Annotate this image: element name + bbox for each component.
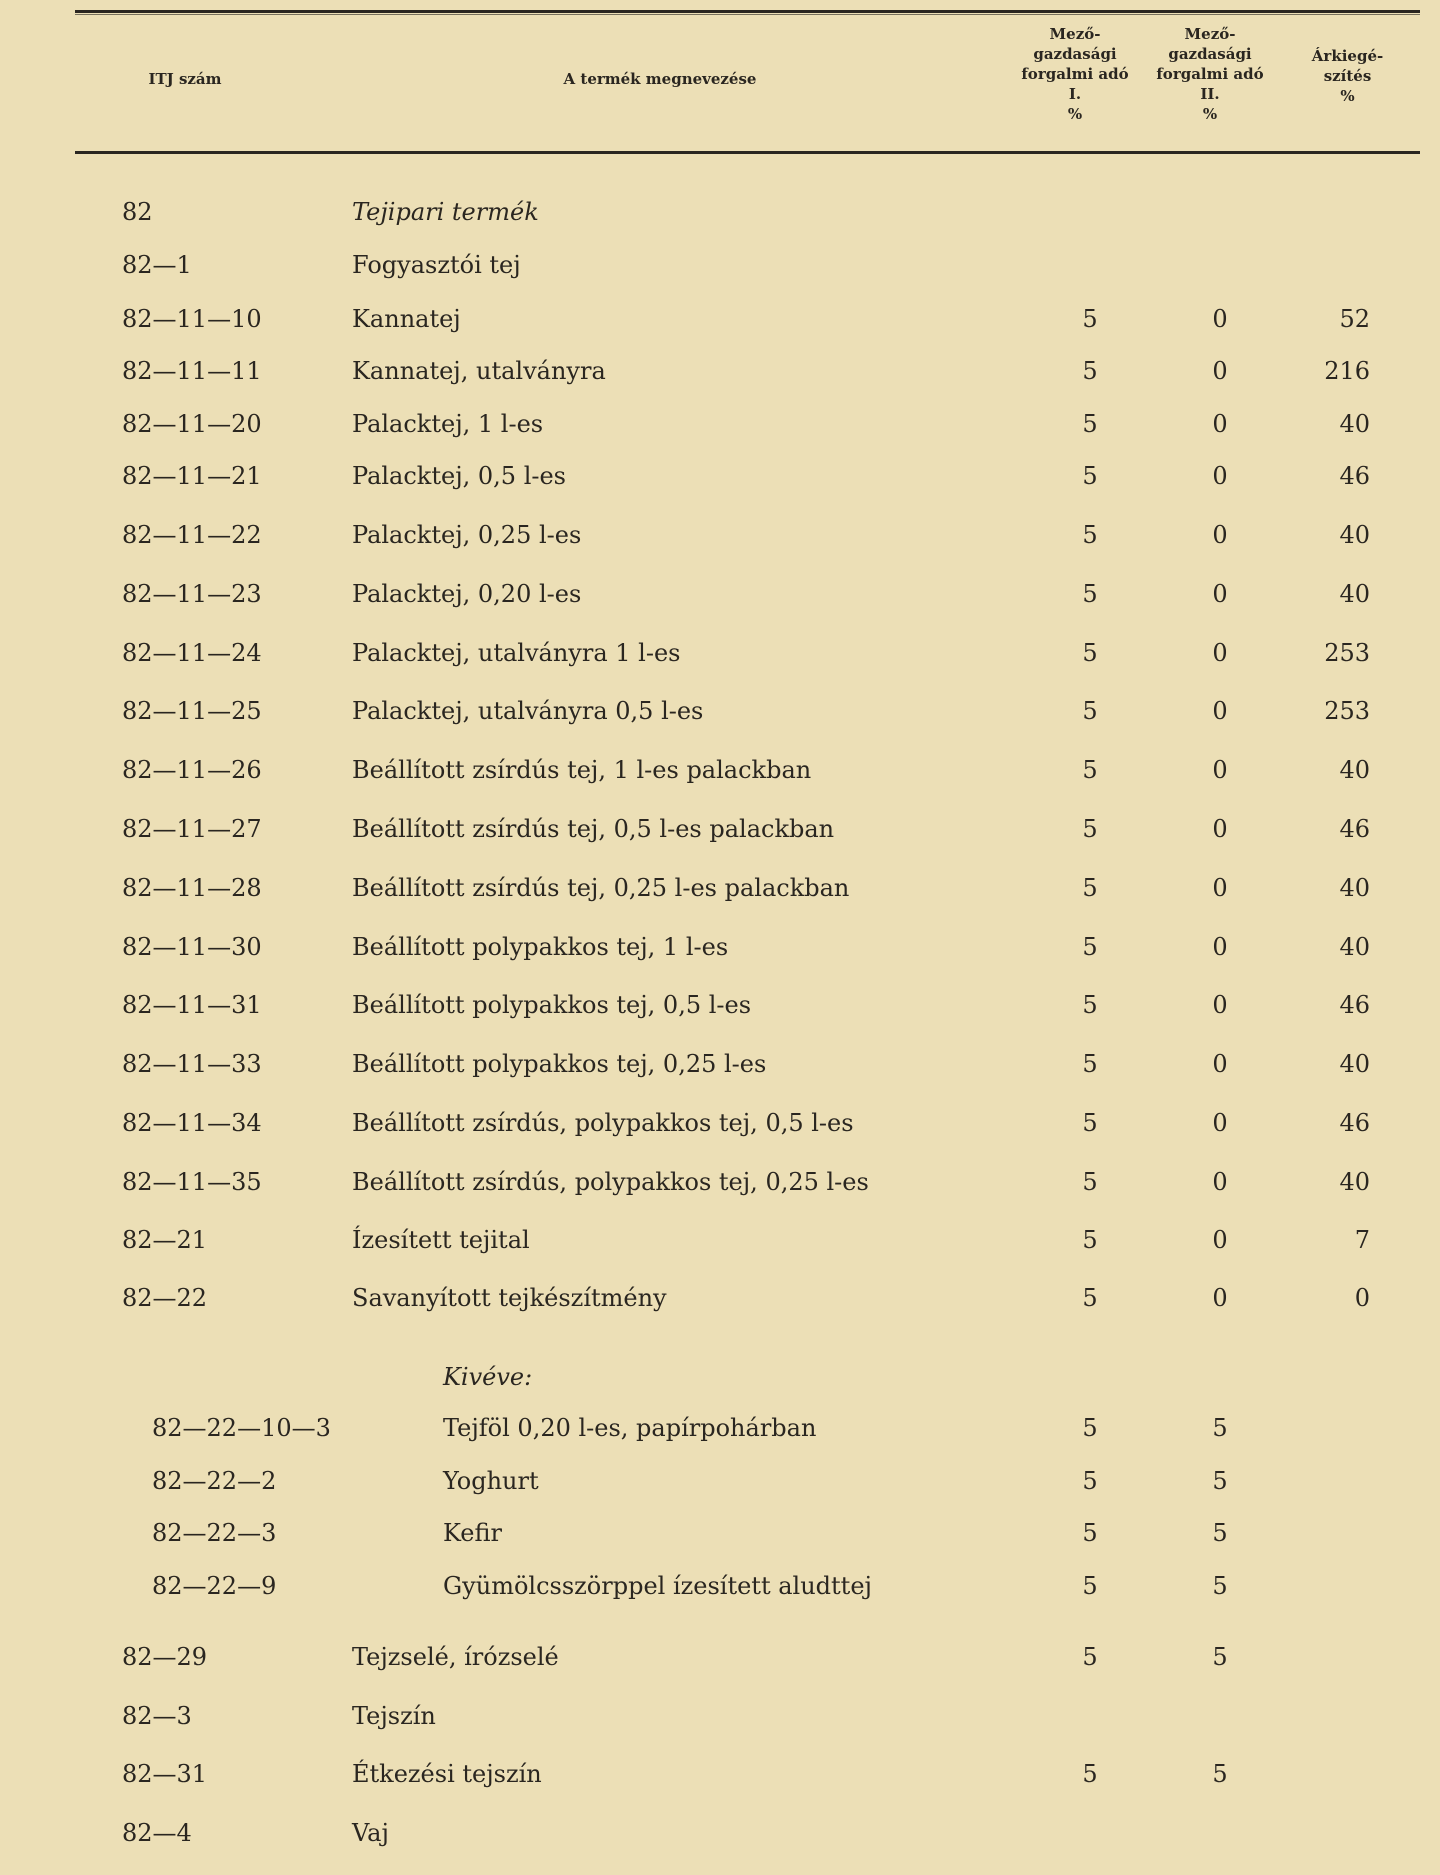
row-m2: 0 [1212,1109,1228,1137]
table-row [0,1700,1440,1732]
row-m2: 0 [1212,639,1228,667]
table-row [0,1048,1440,1080]
row-code: 82—11—11 [122,357,262,385]
row-ark: 40 [1339,410,1370,438]
row-ark: 40 [1339,874,1370,902]
table-row [0,1817,1440,1849]
row-code: 82—22—3 [152,1519,277,1547]
row-m2: 5 [1212,1760,1228,1788]
row-ark: 253 [1324,697,1370,725]
table-row [0,754,1440,786]
row-name: Kannatej, utalványra [352,357,606,385]
row-code: 82—11—20 [122,410,262,438]
table-row [0,1758,1440,1790]
row-ark: 40 [1339,756,1370,784]
header-rule [75,151,1420,154]
row-name: Savanyított tejkészítmény [352,1284,667,1312]
row-m2: 5 [1212,1643,1228,1671]
row-name: Beállított zsírdús, polypakkos tej, 0,5 l-es [352,1109,854,1137]
row-m2: 5 [1212,1467,1228,1495]
row-code: 82—22—10—3 [152,1414,331,1442]
table-row [0,813,1440,845]
row-name: Palacktej, 0,20 l-es [352,580,582,608]
row-code: 82—11—27 [122,815,262,843]
row-m1: 5 [1082,1572,1098,1600]
table-row [0,931,1440,963]
row-m1: 5 [1082,697,1098,725]
table-row [0,1517,1440,1549]
row-code: 82—11—35 [122,1168,262,1196]
row-code: 82—11—26 [122,756,262,784]
row-m2: 0 [1212,1226,1228,1254]
table-row [0,355,1440,387]
row-code: 82—3 [122,1702,192,1730]
row-m1: 5 [1082,1226,1098,1254]
row-m2: 0 [1212,1168,1228,1196]
row-m2: 0 [1212,1050,1228,1078]
table-row [0,1107,1440,1139]
row-code: 82—11—34 [122,1109,262,1137]
row-code: 82—11—33 [122,1050,262,1078]
row-name: Palacktej, 0,25 l-es [352,521,582,549]
row-name: Palacktej, 1 l-es [352,410,544,438]
table-row [0,1465,1440,1497]
row-code: 82—22 [122,1284,208,1312]
table-row [0,460,1440,492]
row-m2: 0 [1212,357,1228,385]
row-m1: 5 [1082,462,1098,490]
row-name: Kivéve: [443,1363,533,1391]
table-row [0,1570,1440,1602]
row-code: 82—11—28 [122,874,262,902]
row-name: Kannatej [352,305,461,333]
row-code: 82—11—22 [122,521,262,549]
row-m1: 5 [1082,305,1098,333]
table-row [0,637,1440,669]
row-m1: 5 [1082,1414,1098,1442]
table-row [0,1282,1440,1314]
row-code: 82—11—23 [122,580,262,608]
row-m2: 0 [1212,991,1228,1019]
top-rule [75,10,1420,13]
row-ark: 40 [1339,933,1370,961]
row-name: Palacktej, utalványra 1 l-es [352,639,681,667]
row-name: Kefir [443,1519,502,1547]
row-m1: 5 [1082,756,1098,784]
row-name: Yoghurt [443,1467,539,1495]
row-ark: 46 [1339,462,1370,490]
row-code: 82—31 [122,1760,208,1788]
row-m1: 5 [1082,1050,1098,1078]
row-name: Tejzselé, írózselé [352,1643,559,1671]
row-ark: 0 [1354,1284,1370,1312]
table-row [0,249,1440,281]
row-name: Beállított polypakkos tej, 0,25 l-es [352,1050,767,1078]
row-name: Fogyasztói tej [352,251,521,279]
row-name: Beállított zsírdús tej, 0,25 l-es palackban [352,874,850,902]
row-m1: 5 [1082,1467,1098,1495]
row-m1: 5 [1082,874,1098,902]
row-ark: 253 [1324,639,1370,667]
row-name: Palacktej, utalványra 0,5 l-es [352,697,704,725]
row-code: 82—4 [122,1819,192,1847]
row-m1: 5 [1082,1284,1098,1312]
row-name: Beállított zsírdús, polypakkos tej, 0,25 l-es [352,1168,869,1196]
row-m2: 5 [1212,1572,1228,1600]
table-row [0,989,1440,1021]
table-row [0,303,1440,335]
row-name: Tejföl 0,20 l-es, papírpohárban [443,1414,817,1442]
row-name: Étkezési tejszín [352,1760,542,1788]
row-m2: 5 [1212,1414,1228,1442]
table-row [0,695,1440,727]
row-m2: 0 [1212,580,1228,608]
header-ark: Árkiegé- szítés % [1311,47,1384,105]
row-m2: 0 [1212,462,1228,490]
row-m1: 5 [1082,357,1098,385]
row-code: 82—11—10 [122,305,262,333]
row-m1: 5 [1082,639,1098,667]
row-ark: 40 [1339,1168,1370,1196]
row-ark: 216 [1324,357,1370,385]
row-ark: 40 [1339,521,1370,549]
row-m1: 5 [1082,991,1098,1019]
row-code: 82—11—31 [122,991,262,1019]
row-m2: 0 [1212,410,1228,438]
row-m1: 5 [1082,580,1098,608]
row-name: Tejipari termék [352,198,539,226]
row-code: 82—1 [122,251,192,279]
row-code: 82—21 [122,1226,208,1254]
row-m1: 5 [1082,1760,1098,1788]
row-ark: 46 [1339,991,1370,1019]
row-ark: 40 [1339,1050,1370,1078]
row-m2: 0 [1212,697,1228,725]
header-itj: ITJ szám [148,70,222,88]
row-code: 82—11—24 [122,639,262,667]
table-row [0,1361,1440,1393]
row-name: Tejszín [352,1702,436,1730]
row-name: Vaj [352,1819,389,1847]
row-name: Gyümölcsszörppel ízesített aludttej [443,1572,872,1600]
row-m1: 5 [1082,1643,1098,1671]
table-row [0,519,1440,551]
row-name: Beállított zsírdús tej, 0,5 l-es palackban [352,815,835,843]
table-row [0,1166,1440,1198]
row-m1: 5 [1082,1109,1098,1137]
row-m1: 5 [1082,1168,1098,1196]
row-m2: 0 [1212,521,1228,549]
row-m1: 5 [1082,521,1098,549]
row-name: Palacktej, 0,5 l-es [352,462,566,490]
row-m2: 5 [1212,1519,1228,1547]
header-m2: Mező- gazdasági forgalmi adó II. % [1156,25,1264,123]
row-code: 82—22—9 [152,1572,277,1600]
row-name: Beállított polypakkos tej, 0,5 l-es [352,991,752,1019]
row-code: 82—29 [122,1643,208,1671]
row-ark: 7 [1354,1226,1370,1254]
row-code: 82—11—21 [122,462,262,490]
row-code: 82—11—30 [122,933,262,961]
row-m2: 0 [1212,305,1228,333]
row-m1: 5 [1082,815,1098,843]
table-row [0,408,1440,440]
row-ark: 46 [1339,815,1370,843]
top-rule-thin [75,14,1420,15]
row-code: 82 [122,198,153,226]
row-ark: 40 [1339,580,1370,608]
row-name: Beállított zsírdús tej, 1 l-es palackban [352,756,812,784]
table-row [0,196,1440,228]
row-name: Ízesített tejital [352,1226,530,1254]
table-row [0,578,1440,610]
row-m2: 0 [1212,874,1228,902]
row-name: Beállított polypakkos tej, 1 l-es [352,933,729,961]
row-m1: 5 [1082,410,1098,438]
table-row [0,1641,1440,1673]
table-row [0,1224,1440,1256]
row-code: 82—11—25 [122,697,262,725]
row-m1: 5 [1082,1519,1098,1547]
row-ark: 46 [1339,1109,1370,1137]
row-m2: 0 [1212,815,1228,843]
table-row [0,1412,1440,1444]
row-m2: 0 [1212,1284,1228,1312]
row-m2: 0 [1212,933,1228,961]
row-m1: 5 [1082,933,1098,961]
row-m2: 0 [1212,756,1228,784]
header-m1: Mező- gazdasági forgalmi adó I. % [1021,25,1129,123]
row-ark: 52 [1339,305,1370,333]
header-name: A termék megnevezése [563,70,757,88]
row-code: 82—22—2 [152,1467,277,1495]
table-row [0,872,1440,904]
